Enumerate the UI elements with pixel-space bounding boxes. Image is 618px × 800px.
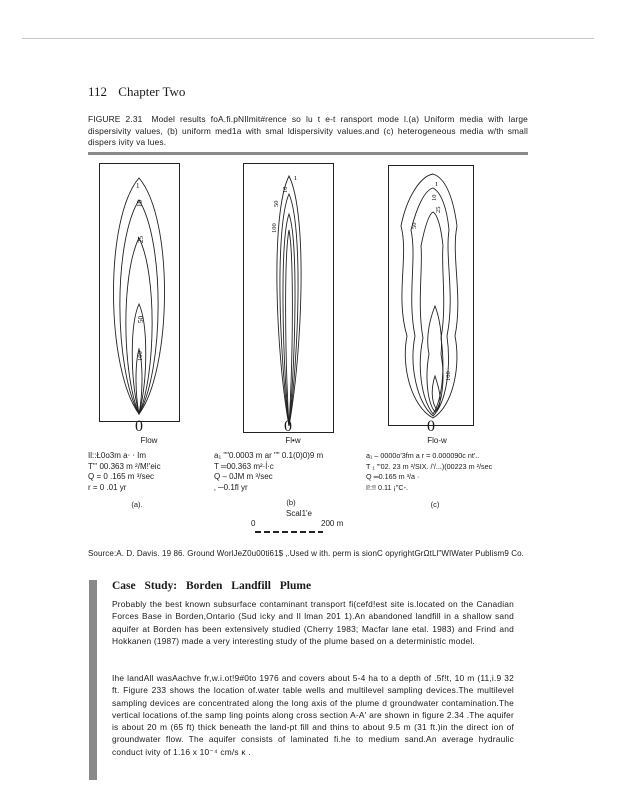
param-line: Il::Ł0o3m a‧ ‧ Im — [88, 451, 146, 460]
contour-label: 1 — [294, 175, 298, 182]
scale-bar — [251, 519, 361, 535]
contour-label: 50 — [273, 200, 280, 207]
param-line: T ₁ "'02. 23 m ²/SIX. /'/...)(00223 m ²/sec — [366, 461, 493, 471]
contour-label: 10 — [136, 200, 144, 207]
contour-label: 10 — [282, 186, 289, 193]
panel-tag-a: (a). — [131, 500, 143, 509]
scale-start: 0 — [251, 519, 256, 528]
param-line: a₁ – 0000o'3fm a r = 0.000090c nt'.. — [366, 451, 480, 460]
case-study-sidebar-bar — [89, 580, 97, 780]
case-study-title: Case Study: Borden Landfill Plume — [112, 580, 312, 592]
parameters-b — [214, 451, 323, 493]
param-line: T ═00.363 m²·ĺ·c — [214, 461, 274, 471]
param-line: r = 0 .01 yr — [88, 482, 127, 492]
plume-contours-a — [100, 164, 179, 421]
figure-panel-b — [243, 163, 334, 433]
scale-end: 200 m — [321, 519, 344, 528]
top-divider — [22, 38, 594, 39]
figure-source: Source:A. D. Davis. 19 86. Ground WorlJeZ0u00ti61$ ‚.Used w ith. perm is sionC opyrightGrΩtLl"WIWater Publism9 Co. — [88, 549, 524, 558]
contour-label: 50 — [411, 222, 418, 229]
param-line: Q – 0JM m ³/sec — [214, 472, 273, 481]
contour-label: 1 — [435, 181, 439, 188]
panel-tag-c: (c) — [430, 500, 440, 509]
panel-tag-b: (b) — [286, 498, 296, 507]
contour-label: 100 — [137, 351, 144, 361]
zero-label-a: 0 — [135, 418, 143, 435]
figure-panel-a — [99, 163, 180, 422]
scale-line — [255, 531, 323, 533]
zero-label-b: 0 — [284, 418, 292, 435]
caption-text: Model results foA.fi.pNIlmit#rence so lu t e-t ransport mode l.(a) Uniform media with large dispersivity values, (b) uniform med1a with smal ldispersivity values.and (c) heterogeneous media w/th small dispers ivity va lues. — [88, 114, 528, 148]
contour-label: 50 — [137, 316, 145, 323]
zero-label-c: 0 — [427, 418, 435, 435]
contour-label: 1 — [136, 182, 140, 190]
figure-number: FIGURE 2.31 — [88, 114, 143, 124]
flow-label-c: Flo-w — [427, 436, 447, 445]
param-line: T"' 00.363 m ²/M!'eic — [88, 461, 161, 471]
contour-label: 25 — [137, 236, 145, 243]
case-study-paragraph-2: Ihe landAll wasAachve fr,w.i.ot!9#0to 1976 and covers about 5-4 ha to a depth of .5f!t, 10 m (11,i.9 32 ft. Figure 233 shows the location of.water table wells and multilevel sampling devices.The multilevel sampling devices are concentrated along the long axis of the plume d groundwater contamination.The vertical locations of.the samp ling points along cross section A-A' are shown in figure 2.34 .The aquifer is about 20 m (65 ft) thick beneath the land-pt fill and thins to about 9.5 m (31 ft.)in the direct ion of groundwater flow. The aquifer consists of laminated fi.he to medium sand.An average hydraulic conduct ivity of 1.16 x 10⁻⁴ cm/s κ . — [112, 673, 514, 757]
page-number: 112 — [88, 84, 108, 99]
scale-label: Scal1'e — [286, 509, 312, 518]
parameters-c — [366, 451, 492, 493]
flow-label-a: Flow — [140, 436, 158, 445]
contour-label: 100 — [445, 371, 452, 381]
param-line: ‚ ─0.1fl yr — [214, 482, 248, 492]
param-line: a₁ ""0.0003 m ar "" 0.1(0)0)9 m — [214, 451, 324, 460]
plume-contours-b — [244, 164, 333, 432]
contour-label: 100 — [271, 223, 278, 233]
figure-caption — [88, 114, 528, 149]
contour-label: 10 — [431, 194, 438, 201]
plume-contours-c — [389, 166, 473, 425]
param-line: I!:!! 0.11 ¡"C-. — [366, 482, 408, 492]
flow-label-b: Fl•w — [285, 436, 301, 445]
param-line: Q ═0.165 m ³/a · — [366, 472, 420, 481]
running-header — [88, 84, 193, 100]
contour-label: 25 — [435, 206, 442, 213]
caption-divider — [88, 152, 528, 155]
chapter-title: Chapter Two — [118, 84, 186, 99]
parameters-a — [88, 451, 161, 493]
case-study-paragraph-1: Probably the best known subsurface contaminant transport fi(cefd!est site is.located on the Canadian Forces Base in Borden,Ontario (Sud icky and Il lman 201 1).An abandoned landfill in a shallow sand aquifer at Borden has been extensively studied (Cherry 1983; Macfar lane etal. 1983) and Frind and Hokkanen (1987) made a very interesting study of the plume based on a deterministic model. — [112, 599, 514, 646]
param-line: Q = 0 .165 m ³/sec — [88, 472, 155, 481]
figure-panel-c — [388, 165, 474, 426]
